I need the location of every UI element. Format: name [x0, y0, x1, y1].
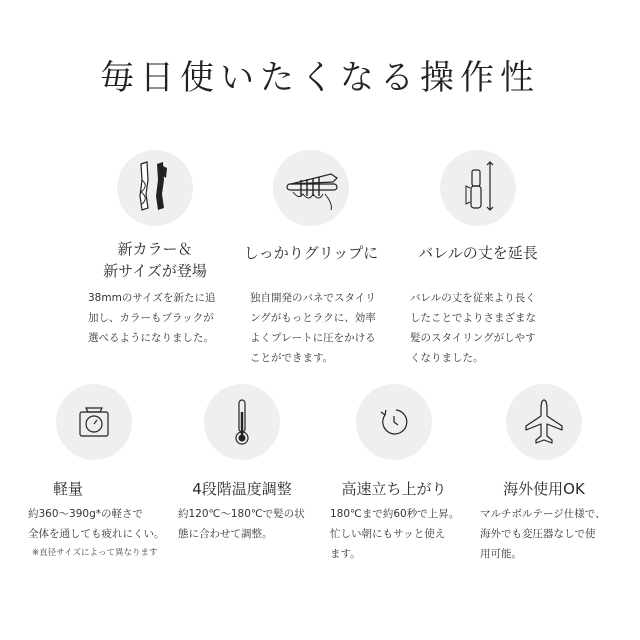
feature-description: 約360〜390g*の軽さで 全体を通しても疲れにくい。	[28, 508, 165, 540]
feature-title: 新カラー＆ 新サイズが登場	[103, 240, 207, 280]
feature-description: 38mmのサイズを新たに追 加し、カラーもブラックが 選べるようになりました。	[88, 292, 216, 344]
feature-temperature	[176, 384, 326, 564]
feature-icon-circle	[204, 384, 280, 460]
feature-grip	[236, 150, 386, 370]
feature-icon-circle	[440, 150, 516, 226]
feature-icon-circle	[506, 384, 582, 460]
airplane-icon	[506, 384, 582, 460]
feature-description: マルチボルテージ仕様で、 海外でも変圧器なしで使 用可能。	[480, 508, 606, 560]
feature-description: 約120℃〜180℃で髪の状 態に合わせて調整。	[178, 508, 305, 540]
feature-description: 180℃まで約60秒で上昇。 忙しい朝にもサッと使え ます。	[330, 508, 460, 560]
feature-overseas	[478, 384, 628, 564]
feature-icon-circle	[273, 150, 349, 226]
feature-title: 高速立ち上がり	[341, 480, 447, 498]
feature-title: 4段階温度調整	[192, 480, 292, 498]
feature-lightweight	[28, 384, 178, 564]
feature-title: 軽量	[52, 480, 83, 498]
feature-icon-circle	[356, 384, 432, 460]
feature-icon-circle	[56, 384, 132, 460]
feature-description: 独自開発のバネでスタイリ ングがもっとラクに、効率 よくプレートに圧をかける ことができます。	[250, 292, 376, 364]
feature-barrel-length	[398, 150, 558, 370]
scale-icon	[56, 384, 132, 460]
feature-new-color-size	[80, 150, 230, 370]
page-title: 毎日使いたくなる操作性	[100, 58, 540, 98]
feature-title: バレルの丈を延長	[418, 244, 538, 262]
fast-heat-timer-icon	[356, 384, 432, 460]
feature-title: しっかりグリップに	[243, 244, 379, 262]
feature-fast-heat	[330, 384, 480, 564]
barrel-length-icon	[440, 150, 516, 226]
feature-icon-circle	[117, 150, 193, 226]
feature-description: バレルの丈を従来より長く したことでよりさまざまな 髪のスタイリングがしやす くなりました。	[410, 292, 536, 364]
footnote: ※直径サイズによって異なります	[32, 548, 158, 558]
thermometer-icon	[204, 384, 280, 460]
feature-title: 海外使用OK	[503, 480, 585, 498]
curling-iron-grip-icon	[273, 150, 349, 226]
hair-curl-icon	[117, 150, 193, 226]
